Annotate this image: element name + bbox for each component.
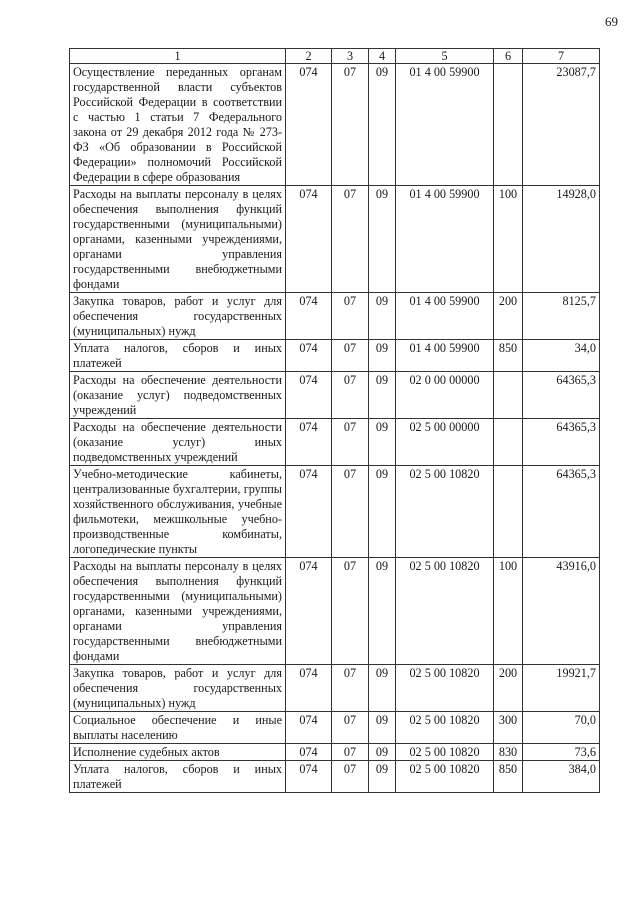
target-article: 02 5 00 10820: [396, 558, 494, 665]
row-name: Расходы на обеспечение деятельности (оказание услуг) иных подведомственных учреждений: [70, 419, 286, 466]
row-name: Закупка товаров, работ и услуг для обеспечения государственных (муниципальных) нужд: [70, 293, 286, 340]
amount: 73,6: [523, 744, 600, 761]
section-code: 07: [332, 293, 369, 340]
target-article: 01 4 00 59900: [396, 340, 494, 372]
row-name: Уплата налогов, сборов и иных платежей: [70, 761, 286, 793]
subsection-code: 09: [369, 419, 396, 466]
target-article: 02 5 00 10820: [396, 466, 494, 558]
section-code: 07: [332, 64, 369, 186]
column-header-4: 4: [369, 49, 396, 64]
target-article: 02 5 00 10820: [396, 712, 494, 744]
subsection-code: 09: [369, 340, 396, 372]
ministry-code: 074: [286, 744, 332, 761]
table-row: [70, 64, 600, 186]
ministry-code: 074: [286, 712, 332, 744]
page-number: 69: [605, 14, 618, 29]
subsection-code: 09: [369, 744, 396, 761]
subsection-code: 09: [369, 293, 396, 340]
expense-type: 300: [494, 712, 523, 744]
ministry-code: 074: [286, 558, 332, 665]
target-article: 01 4 00 59900: [396, 186, 494, 293]
amount: 64365,3: [523, 419, 600, 466]
amount: 19921,7: [523, 665, 600, 712]
target-article: 02 5 00 10820: [396, 761, 494, 793]
column-header-2: 2: [286, 49, 332, 64]
row-name: Закупка товаров, работ и услуг для обеспечения государственных (муниципальных) нужд: [70, 665, 286, 712]
amount: 8125,7: [523, 293, 600, 340]
expense-type: 850: [494, 340, 523, 372]
column-header-7: 7: [523, 49, 600, 64]
table-row: [70, 558, 600, 665]
amount: 34,0: [523, 340, 600, 372]
section-code: 07: [332, 186, 369, 293]
target-article: 02 5 00 00000: [396, 419, 494, 466]
table-row: [70, 293, 600, 340]
subsection-code: 09: [369, 466, 396, 558]
expense-type: [494, 372, 523, 419]
section-code: 07: [332, 466, 369, 558]
amount: 64365,3: [523, 466, 600, 558]
amount: 14928,0: [523, 186, 600, 293]
section-code: 07: [332, 665, 369, 712]
ministry-code: 074: [286, 64, 332, 186]
ministry-code: 074: [286, 186, 332, 293]
table-row: [70, 466, 600, 558]
table-header-row: [70, 49, 600, 64]
expense-type: 850: [494, 761, 523, 793]
row-name: Расходы на выплаты персоналу в целях обеспечения выполнения функций государственными (муниципальными) органами, казенными учреждениями, органами управления государственными внебюджетными фондами: [70, 186, 286, 293]
ministry-code: 074: [286, 340, 332, 372]
ministry-code: 074: [286, 466, 332, 558]
table-row: [70, 712, 600, 744]
row-name: Социальное обеспечение и иные выплаты населению: [70, 712, 286, 744]
ministry-code: 074: [286, 293, 332, 340]
column-header-3: 3: [332, 49, 369, 64]
ministry-code: 074: [286, 372, 332, 419]
target-article: 02 5 00 10820: [396, 744, 494, 761]
expense-type: 100: [494, 558, 523, 665]
expense-type: [494, 64, 523, 186]
budget-table: [69, 48, 600, 793]
subsection-code: 09: [369, 64, 396, 186]
row-name: Расходы на обеспечение деятельности (оказание услуг) подведомственных учреждений: [70, 372, 286, 419]
row-name: Уплата налогов, сборов и иных платежей: [70, 340, 286, 372]
section-code: 07: [332, 419, 369, 466]
expense-type: [494, 419, 523, 466]
table-row: [70, 372, 600, 419]
subsection-code: 09: [369, 186, 396, 293]
subsection-code: 09: [369, 558, 396, 665]
target-article: 01 4 00 59900: [396, 293, 494, 340]
ministry-code: 074: [286, 761, 332, 793]
row-name: Осуществление переданных органам государственной власти субъектов Российской Федерации в соответствии с частью 1 статьи 7 Федерального закона от 29 декабря 2012 года № 273-ФЗ «Об образовании в Российской Федерации» полномочий Российской Федерации в сфере образования: [70, 64, 286, 186]
ministry-code: 074: [286, 419, 332, 466]
expense-type: [494, 466, 523, 558]
table-row: [70, 744, 600, 761]
table-row: [70, 340, 600, 372]
ministry-code: 074: [286, 665, 332, 712]
target-article: 01 4 00 59900: [396, 64, 494, 186]
section-code: 07: [332, 558, 369, 665]
amount: 43916,0: [523, 558, 600, 665]
expense-type: 830: [494, 744, 523, 761]
expense-type: 100: [494, 186, 523, 293]
section-code: 07: [332, 744, 369, 761]
amount: 23087,7: [523, 64, 600, 186]
subsection-code: 09: [369, 712, 396, 744]
table-row: [70, 419, 600, 466]
row-name: Исполнение судебных актов: [70, 744, 286, 761]
section-code: 07: [332, 340, 369, 372]
table-row: [70, 186, 600, 293]
section-code: 07: [332, 372, 369, 419]
expense-type: 200: [494, 665, 523, 712]
amount: 70,0: [523, 712, 600, 744]
column-header-6: 6: [494, 49, 523, 64]
target-article: 02 5 00 10820: [396, 665, 494, 712]
section-code: 07: [332, 712, 369, 744]
table-row: [70, 665, 600, 712]
amount: 64365,3: [523, 372, 600, 419]
target-article: 02 0 00 00000: [396, 372, 494, 419]
row-name: Расходы на выплаты персоналу в целях обеспечения выполнения функций государственными (муниципальными) органами, казенными учреждениями, органами управления государственными внебюджетными фондами: [70, 558, 286, 665]
column-header-5: 5: [396, 49, 494, 64]
amount: 384,0: [523, 761, 600, 793]
expense-type: 200: [494, 293, 523, 340]
subsection-code: 09: [369, 665, 396, 712]
section-code: 07: [332, 761, 369, 793]
table-row: [70, 761, 600, 793]
subsection-code: 09: [369, 372, 396, 419]
row-name: Учебно-методические кабинеты, централизованные бухгалтерии, группы хозяйственного обслуживания, учебные фильмотеки, межшкольные учебно-производственные комбинаты, логопедические пункты: [70, 466, 286, 558]
column-header-1: 1: [70, 49, 286, 64]
subsection-code: 09: [369, 761, 396, 793]
